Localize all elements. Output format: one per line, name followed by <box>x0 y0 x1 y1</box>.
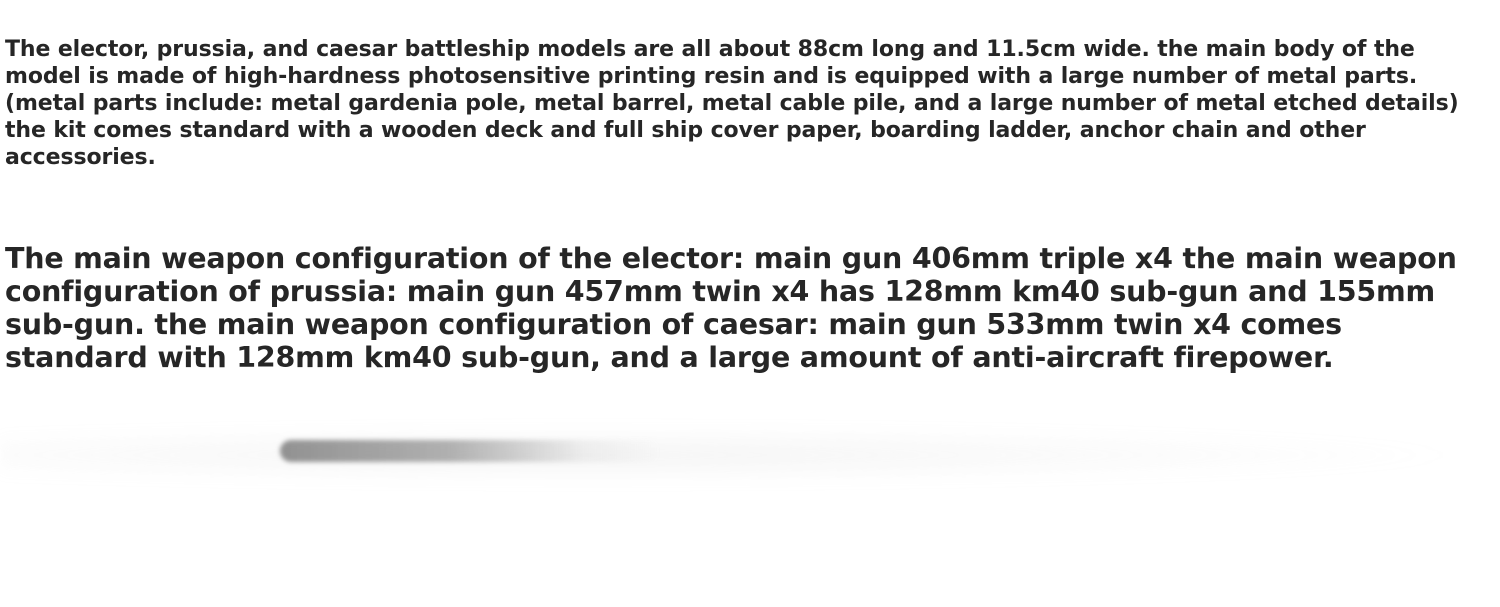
blurred-text-smudge <box>280 440 660 462</box>
faded-background-smudge <box>0 425 1470 485</box>
weapons-paragraph: The main weapon configuration of the elector: main gun 406mm triple x4 the main weapon configuration of prussia: main gun 457mm twin x4 has 128mm km40 sub-gun and 155mm sub-gun. the main weapon configuration of caesar: main gun 533mm twin x4 comes standard with 128mm km40 sub-gun, and a large amount of anti-aircraft firepower. <box>5 242 1457 374</box>
specs-paragraph: The elector, prussia, and caesar battleship models are all about 88cm long and 11.5cm wide. the main body of the model is made of high-hardness photosensitive printing resin and is equipped with a large number of metal parts. (metal parts include: metal gardenia pole, metal barrel, metal cable pile, and a large number of metal etched details) the kit comes standard with a wooden deck and full ship cover paper, boarding ladder, anchor chain and other accessories. <box>5 37 1459 170</box>
